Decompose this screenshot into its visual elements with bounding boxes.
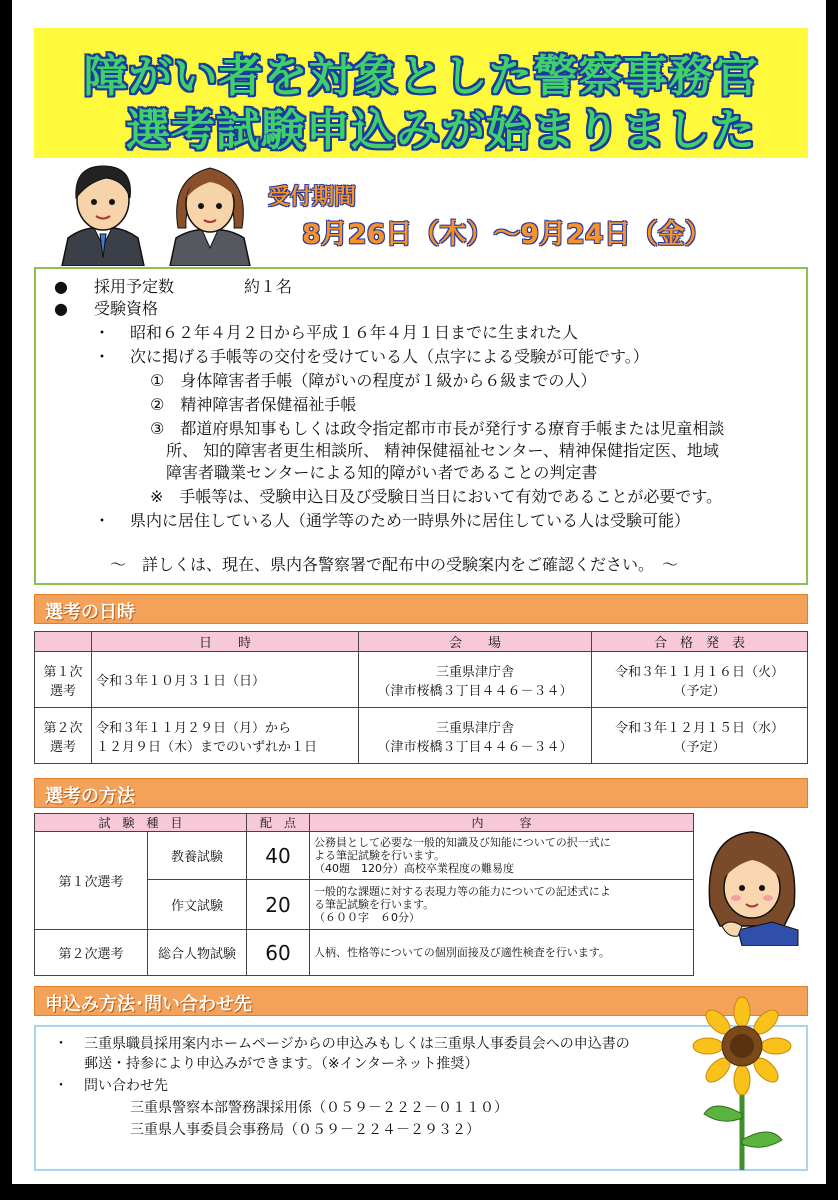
qual-sub-3b: 所、 知的障害者更生相談所、 精神保健福祉センター、精神保健指定医、地域	[166, 441, 719, 460]
bullet-qual: ●	[54, 299, 68, 318]
recruit-value: 約１名	[244, 277, 293, 296]
method-points: 60	[247, 930, 310, 976]
schedule-section-header	[34, 594, 808, 624]
method-content: 一般的な課題に対する表現力等の能力についての記述式によ る筆記試験を行います。 （６００字 ６0分）	[310, 880, 694, 930]
schedule-header-text: 選考の日時	[45, 602, 135, 623]
title-line-1: 障がい者を対象とした警察事務官	[83, 51, 759, 102]
schedule-date: 令和３年１０月３１日（日）	[92, 652, 359, 708]
schedule-venue: 三重県津庁舎 （津市桜橋３丁目４４６－３４）	[359, 652, 592, 708]
woman-illustration	[160, 158, 260, 266]
schedule-head-date: 日 時	[92, 632, 359, 652]
qual-sub-2: ② 精神障害者保健福祉手帳	[150, 395, 357, 414]
dot-q2: ・	[94, 347, 111, 366]
qual-sub-3a: ③ 都道府県知事もしくは政令指定都市市長が発行する療育手帳または児童相談	[150, 419, 725, 438]
method-name: 作文試験	[148, 880, 247, 930]
man-illustration	[54, 158, 152, 266]
schedule-date: 令和３年１１月２９日（月）から １２月９日（木）までのいずれか１日	[92, 708, 359, 764]
bullet-recruit: ●	[54, 277, 68, 296]
schedule-result: 令和３年１２月１５日（水） （予定）	[592, 708, 808, 764]
method-content: 公務員として必要な一般的知識及び知能についての択一式に よる筆記試験を行います。 （40題 120分）高校卒業程度の難易度	[310, 832, 694, 880]
dot-contact: ・	[54, 1078, 68, 1094]
apply-header-text: 申込み方法･問い合わせ先	[45, 994, 252, 1015]
schedule-stage: 第１次 選考	[35, 652, 92, 708]
schedule-table	[34, 631, 808, 764]
recruit-label: 採用予定数	[94, 277, 175, 296]
reception-label: 受付期間	[268, 185, 357, 210]
method-name: 教養試験	[148, 832, 247, 880]
schedule-head-venue: 会 場	[359, 632, 592, 652]
method-stage1: 第１次選考	[35, 832, 148, 930]
table-row	[35, 652, 808, 708]
info-box	[34, 267, 808, 585]
girl-illustration	[702, 826, 802, 946]
sunflower-illustration	[692, 994, 792, 1174]
qual-item-residence: 県内に居住している人（通学等のため一時県外に居住している人は受験可能）	[130, 511, 691, 530]
title-banner	[34, 28, 808, 158]
method-head-content: 内 容	[310, 814, 694, 832]
method-header-text: 選考の方法	[45, 786, 135, 807]
title-line-2: 選考試験申込みが始まりました	[126, 105, 756, 156]
schedule-result: 令和３年１１月１６日（火） （予定）	[592, 652, 808, 708]
contact-committee: 三重県人事委員会事務局（０５９－２２４－２９３２）	[130, 1122, 480, 1138]
method-section-header	[34, 778, 808, 808]
apply-line-2: 郵送・持参により申込みができます。（※インターネット推奨）	[84, 1056, 479, 1072]
schedule-head-stage	[35, 632, 92, 652]
contact-label: 問い合わせ先	[84, 1078, 168, 1094]
method-stage2: 第２次選考	[35, 930, 148, 976]
dot-q3: ・	[94, 511, 111, 530]
qual-note: ※ 手帳等は、受験申込日及び受験日当日において有効であることが必要です。	[150, 487, 723, 506]
flyer-page	[12, 0, 826, 1184]
schedule-head-result: 合 格 発 表	[592, 632, 808, 652]
qual-item-handbook: 次に掲げる手帳等の交付を受けている人（点字による受験が可能です。）	[130, 347, 649, 366]
table-row	[35, 832, 694, 880]
dot-q1: ・	[94, 323, 111, 342]
qual-sub-1: ① 身体障害者手帳（障がいの程度が１級から６級までの人）	[150, 371, 597, 390]
reception-period: 8月26日（木）～9月24日（金）	[302, 219, 712, 250]
method-content: 人柄、性格等についての個別面接及び適性検査を行います。	[310, 930, 694, 976]
schedule-stage: 第２次 選考	[35, 708, 92, 764]
table-row	[35, 930, 694, 976]
contact-police: 三重県警察本部警務課採用係（０５９－２２２－０１１０）	[130, 1100, 508, 1116]
method-head-type: 試 験 種 目	[35, 814, 247, 832]
method-head-points: 配 点	[247, 814, 310, 832]
method-points: 40	[247, 832, 310, 880]
qual-label: 受験資格	[94, 299, 159, 318]
method-name: 総合人物試験	[148, 930, 247, 976]
qual-item-birth: 昭和６２年４月２日から平成１６年４月１日までに生まれた人	[130, 323, 579, 342]
apply-line-1: 三重県職員採用案内ホームページからの申込みもしくは三重県人事委員会への申込書の	[84, 1036, 630, 1052]
table-row	[35, 708, 808, 764]
details-note: ～ 詳しくは、現在、県内各警察署で配布中の受験案内をご確認ください。 ～	[110, 555, 679, 574]
schedule-venue: 三重県津庁舎 （津市桜橋３丁目４４６－３４）	[359, 708, 592, 764]
method-table	[34, 813, 694, 976]
dot-apply: ・	[54, 1036, 68, 1052]
method-points: 20	[247, 880, 310, 930]
qual-sub-3c: 障害者職業センターによる知的障がい者であることの判定書	[166, 463, 598, 482]
